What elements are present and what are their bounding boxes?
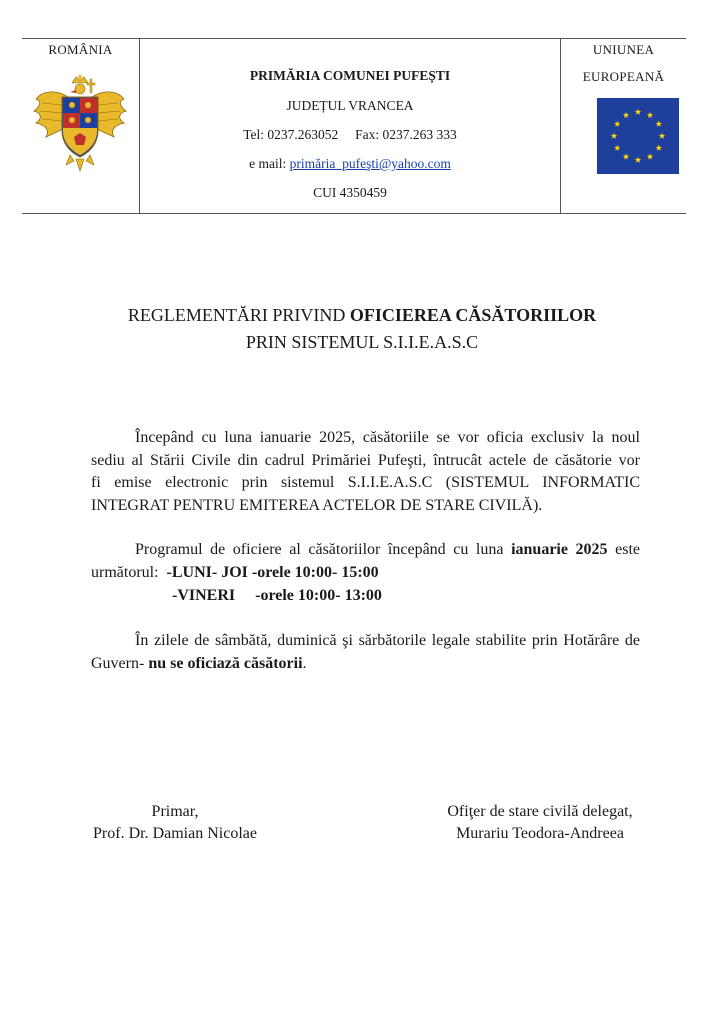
schedule-intro-suffix: este — [607, 541, 641, 558]
letterhead — [22, 38, 686, 214]
document-title-line2: PRIN SISTEMUL S.I.I.E.A.S.C — [245, 332, 479, 352]
schedule-label: următorul: — [91, 564, 167, 581]
document-title-line1 — [0, 305, 724, 326]
officer-name: Murariu Teodora-Andreea — [456, 825, 624, 842]
signature-mayor — [70, 801, 280, 845]
paragraph-line: INTEGRAT PENTRU EMITEREA ACTELOR DE STARE CIVILĂ). — [91, 496, 543, 514]
county-name: JUDEȚUL VRANCEA — [286, 98, 414, 113]
schedule-mon-thu-hours: -LUNI- JOI -orele 10:00- 15:00 — [166, 564, 379, 581]
mayor-name: Prof. Dr. Damian Nicolae — [93, 825, 257, 842]
title-prefix: REGLEMENTĂRI PRIVIND — [127, 305, 350, 325]
exceptions-suffix: . — [302, 654, 307, 672]
paragraph-line — [91, 539, 640, 562]
country-label: ROMÂNIA — [48, 42, 113, 57]
romania-coat-of-arms-icon — [32, 75, 128, 173]
letterhead-left-column — [22, 39, 140, 213]
email-label: e mail: — [249, 156, 290, 171]
schedule-friday-hours: -VINERI -orele 10:00- 13:00 — [172, 587, 382, 604]
email-link[interactable]: primăria_pufeşti@yahoo.com — [289, 156, 451, 171]
schedule-date: ianuarie 2025 — [511, 541, 608, 558]
paragraph-line: În zilele de sâmbătă, duminică şi sărbătorile legale stabilite prin Hotărâre de — [135, 632, 640, 649]
institution-name: PRIMĂRIA COMUNEI PUFEȘTI — [249, 68, 451, 83]
phone-fax: Tel: 0237.263052 Fax: 0237.263 333 — [243, 127, 457, 142]
exceptions-bold: nu se oficiază căsătorii — [148, 654, 303, 672]
paragraph-line: Începând cu luna ianuarie 2025, căsătoriile se vor oficia exclusiv la noul — [135, 429, 640, 446]
eu-label-line1: UNIUNEA — [592, 42, 655, 57]
mayor-role: Primar, — [151, 803, 199, 820]
eu-label-line2: EUROPEANĂ — [582, 69, 665, 84]
email-line — [140, 156, 560, 172]
paragraph-exceptions — [91, 630, 640, 675]
eu-flag-icon — [597, 98, 679, 174]
schedule-mon-thu — [91, 564, 379, 582]
cui-code: CUI 4350459 — [313, 185, 387, 200]
title-bold: OFICIEREA CĂSĂTORIILOR — [349, 305, 597, 325]
officer-role: Ofiţer de stare civilă delegat, — [447, 803, 633, 820]
letterhead-right-column — [561, 39, 686, 213]
paragraph-schedule-intro — [91, 539, 640, 562]
letterhead-center-column — [140, 39, 561, 213]
paragraph-line — [91, 653, 640, 676]
paragraph-line: fi emise electronic prin sistemul S.I.I.E.A.S.C (SISTEMUL INFORMATIC — [91, 474, 640, 491]
signature-officer — [428, 801, 652, 845]
paragraph-announcement — [91, 427, 640, 517]
schedule-intro-text: Programul de oficiere al căsătoriilor începând cu luna — [135, 541, 512, 558]
exceptions-prefix: Guvern- — [91, 654, 149, 672]
paragraph-line: sediu al Stării Civile din cadrul Primăriei Pufeşti, întrucât actele de căsătorie vor — [91, 451, 640, 469]
schedule-friday — [172, 587, 382, 605]
